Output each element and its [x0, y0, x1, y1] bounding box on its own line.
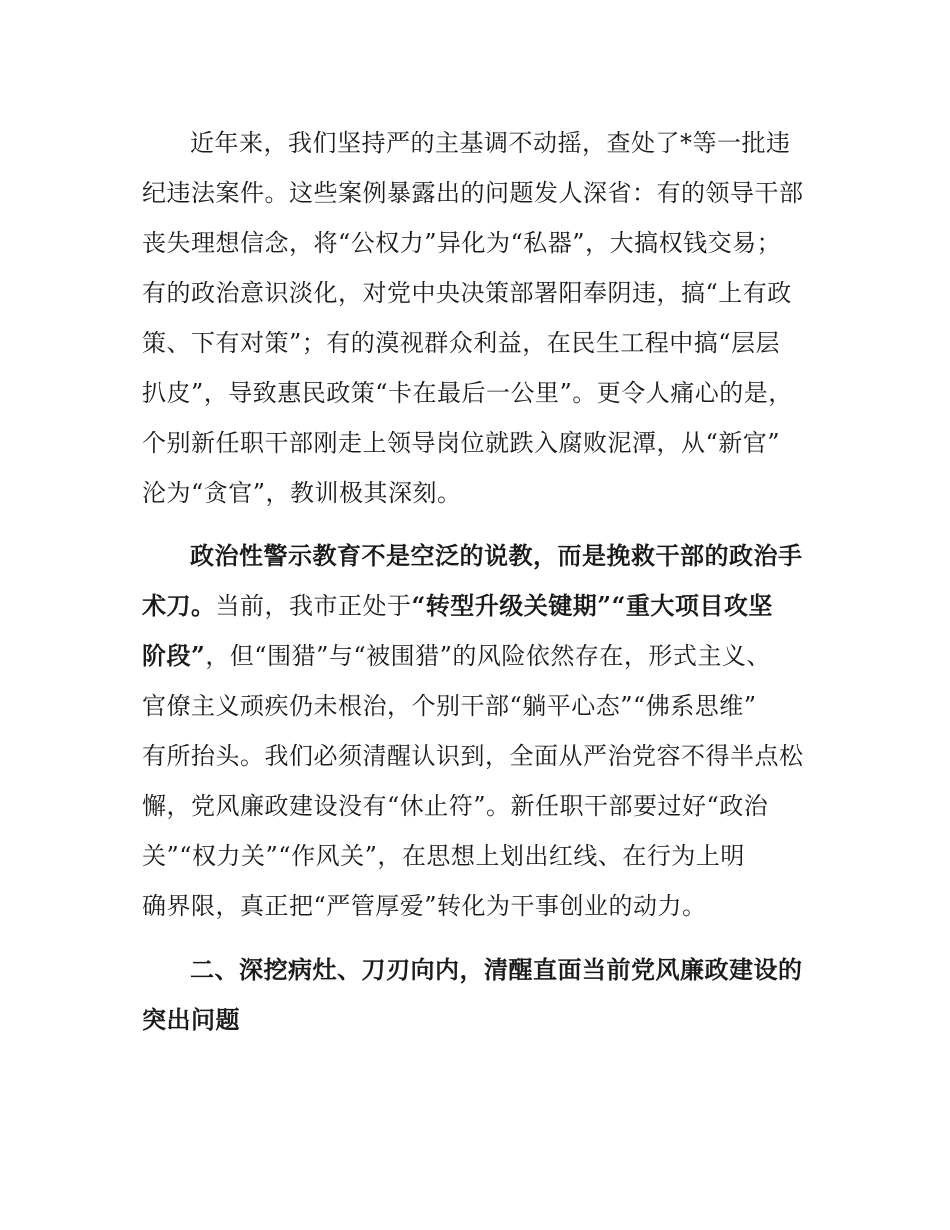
p2-line-2-normal: 当前，我市正处于	[215, 592, 412, 620]
p1-line-7: 个别新任职干部刚走上领导岗位就跌入腐败泥潭，从“新官”	[142, 429, 781, 457]
p1-line-4: 有的政治意识淡化，对党中央决策部署阳奉阴违，搞“上有政	[142, 279, 792, 307]
p2-line-1: 政治性警示教育不是空泛的说教，而是挽救干部的政治手	[190, 541, 803, 570]
p1-line-3: 丧失理想信念，将“公权力”异化为“私器”，大搞权钱交易；	[142, 229, 782, 257]
p1-line-6: 扒皮”，导致惠民政策“卡在最后一公里”。更令人痛心的是，	[142, 379, 793, 407]
p2-line-4: 官僚主义顽疾仍未根治，个别干部“躺平心态”“佛系思维”	[142, 692, 757, 720]
p2-line-2	[142, 591, 773, 621]
section-heading-line-2: 突出问题	[142, 1005, 240, 1034]
p2-line-2-bold-a: 术刀。	[142, 591, 216, 620]
p2-line-3-bold: 阶段”	[142, 641, 206, 670]
section-heading-line-1: 二、深挖病灶、刀刃向内，清醒直面当前党风廉政建设的	[190, 955, 803, 984]
p1-line-2: 纪违法案件。这些案例暴露出的问题发人深省：有的领导干部	[142, 179, 804, 207]
p1-line-1: 近年来，我们坚持严的主基调不动摇，查处了*等一批违	[190, 129, 791, 157]
p2-line-2-bold-b: “转型升级关键期”“重大项目攻坚	[411, 591, 773, 620]
p2-line-5: 有所抬头。我们必须清醒认识到，全面从严治党容不得半点松	[142, 742, 804, 770]
p2-line-8: 确界限，真正把“严管厚爱”转化为干事创业的动力。	[142, 892, 707, 920]
p1-line-8: 沦为“贪官”，教训极其深刻。	[142, 479, 462, 507]
p2-line-3	[142, 641, 771, 671]
p2-line-6: 懈，党风廉政建设没有“休止符”。新任职干部要过好“政治	[142, 792, 769, 820]
p1-line-5: 策、下有对策”；有的漠视群众利益，在民生工程中搞“层层	[142, 329, 781, 357]
p2-line-7: 关”“权力关”“作风关”，在思想上划出红线、在行为上明	[142, 842, 745, 870]
p2-line-3-normal: ，但“围猎”与“被围猎”的风险依然存在，形式主义、	[205, 642, 771, 670]
